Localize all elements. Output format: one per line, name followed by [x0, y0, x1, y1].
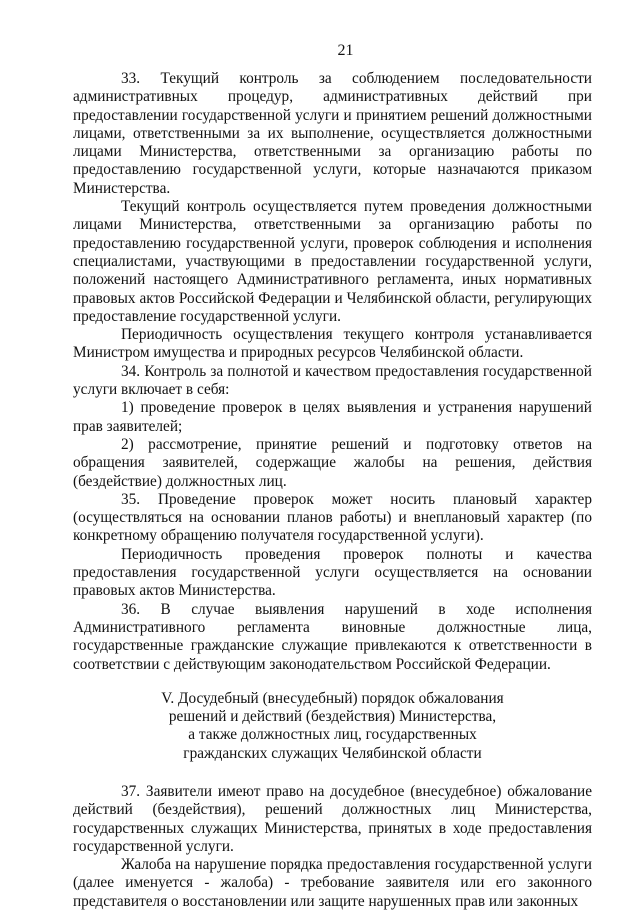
section-heading	[73, 690, 592, 763]
section-heading-line: V. Досудебный (внесудебный) порядок обжалования	[161, 689, 504, 707]
section-heading-line: гражданских служащих Челябинской области	[183, 744, 482, 762]
paragraph-control-periodicity: Периодичность осуществления текущего контроля устанавливается Министром имущества и природных ресурсов Челябинской области.	[73, 326, 592, 362]
paragraph-complaint-definition: Жалоба на нарушение порядка предоставления государственной услуги (далее именуется - жалоба) - требование заявителя или его законного представителя о восстановлении или защите нарушенных прав или законных	[73, 856, 592, 910]
paragraph-35: 35. Проведение проверок может носить плановый характер (осуществляться на основании планов работы) и внеплановый характер (по конкретному обращению получателя государственной услуги).	[73, 490, 592, 545]
section-heading-line: решений и действий (бездействия) Министерства,	[168, 708, 497, 726]
document-body	[73, 70, 592, 911]
paragraph-inspection-periodicity: Периодичность проведения проверок полноты и качества предоставления государственной услуги осуществляется на основании правовых актов Министерства.	[73, 545, 592, 600]
paragraph-36: 36. В случае выявления нарушений в ходе исполнения Административного регламента виновные должностные лица, государственные гражданские служащие привлекаются к ответственности в соответствии с действующим законодательством Российской Федерации.	[73, 600, 592, 673]
paragraph-current-control: Текущий контроль осуществляется путем проведения должностными лицами Министерства, ответственными за организацию работы по предоставлению государственной услуги, проверок соблюдения и исполнения специалистами, участвующими в предоставлении государственной услуги, положений настоящего Административного регламента, иных нормативных правовых актов Российской Федерации и Челябинской области, регулирующих предоставление государственной услуги.	[73, 198, 592, 325]
paragraph-37: 37. Заявители имеют право на досудебное (внесудебное) обжалование действий (бездействия), решений должностных лиц Министерства, государственных служащих Министерства, принятых в ходе предоставления государственной услуги.	[73, 782, 592, 855]
paragraph-33: 33. Текущий контроль за соблюдением последовательности административных процедур, административных действий при предоставлении государственной услуги и принятием решений должностными лицами, ответственными за их выполнение, осуществляется должностными лицами Министерства, ответственными за организацию работы по предоставлению государственной услуги, которые назначаются приказом Министерства.	[73, 70, 592, 197]
paragraph-34: 34. Контроль за полнотой и качеством предоставления государственной услуги включает в себя:	[73, 362, 592, 399]
section-heading-line: а также должностных лиц, государственных	[188, 726, 477, 744]
page-number: 21	[337, 42, 354, 59]
list-item-1: 1) проведение проверок в целях выявления и устранения нарушений прав заявителей;	[73, 399, 592, 435]
list-item-2: 2) рассмотрение, принятие решений и подготовку ответов на обращения заявителей, содержащие жалобы на решения, действия (бездействие) должностных лиц.	[73, 435, 592, 490]
